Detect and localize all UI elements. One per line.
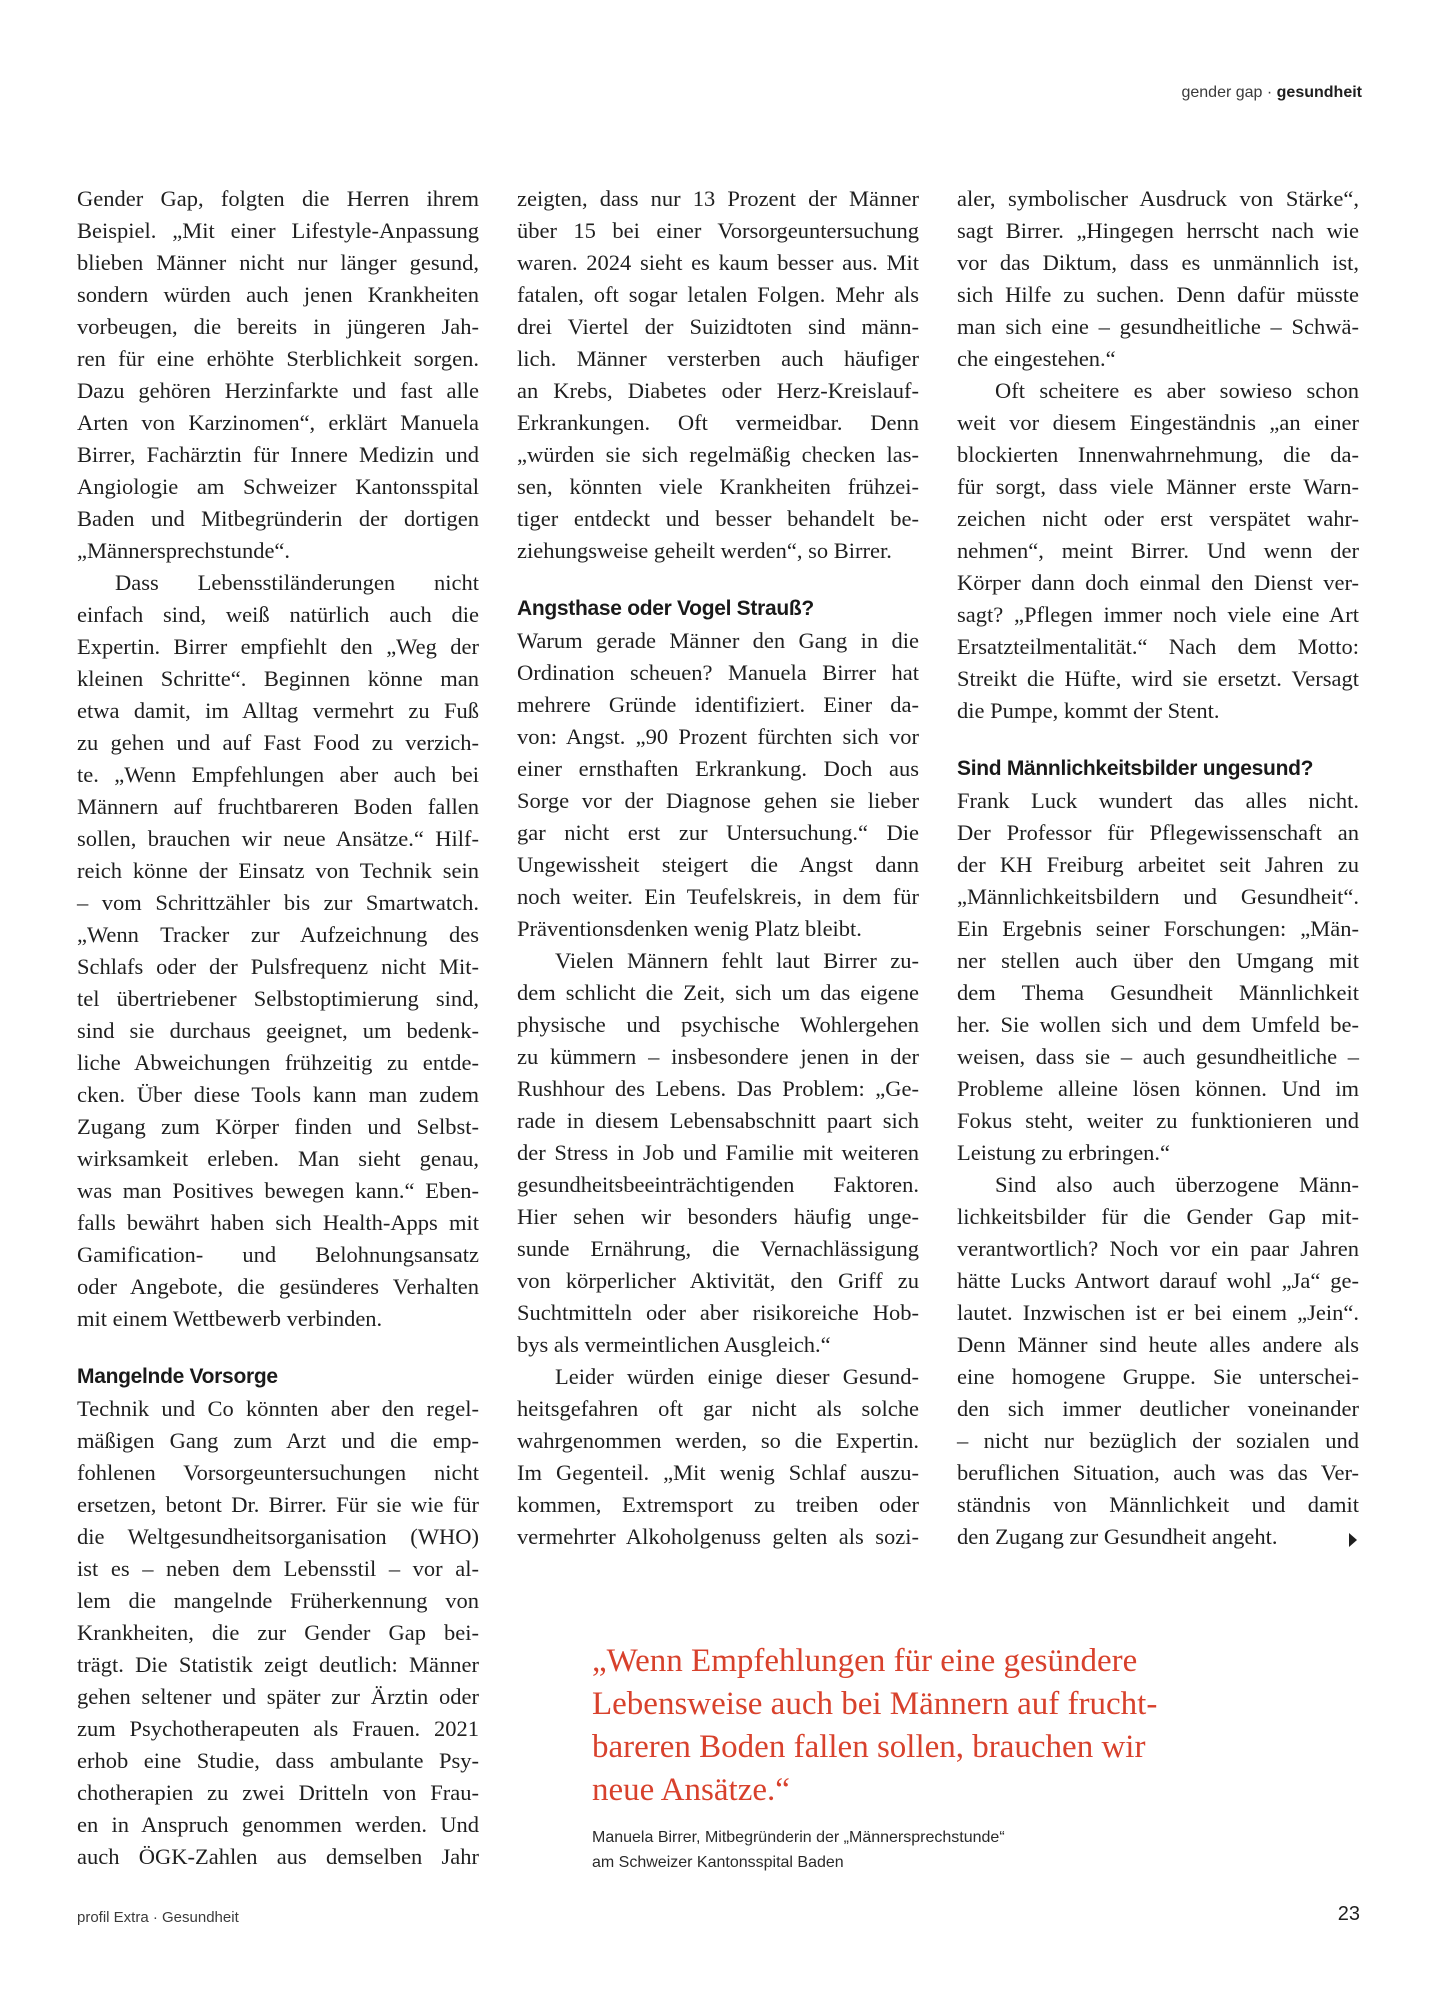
text-line: trägt. Die Statistik zeigt deutlich: Männer <box>77 1652 479 1677</box>
text-line: Technik und Co könnten aber den regel- <box>77 1396 479 1421</box>
article-column-1 <box>77 183 479 1873</box>
paragraph <box>77 1393 479 1873</box>
pull-quote <box>592 1640 1292 1812</box>
paragraph <box>957 183 1359 375</box>
text-line: von körperlicher Aktivität, den Griff zu <box>517 1268 919 1293</box>
text-line: was man Positives bewegen kann.“ Eben- <box>77 1178 479 1203</box>
text-line: wirksamkeit erleben. Man sieht genau, <box>77 1146 479 1171</box>
text-line: Oft scheitere es aber sowieso schon <box>995 378 1359 403</box>
pull-quote-source-line: am Schweizer Kantonsspital Baden <box>592 1854 844 1871</box>
paragraph <box>517 625 919 945</box>
text-line: hätte Lucks Antwort darauf wohl „Ja“ ge- <box>957 1268 1359 1293</box>
text-line: „Männlichkeitsbildern und Gesundheit“. <box>957 884 1359 909</box>
text-line: sen, könnten viele Krankheiten frühzei- <box>517 474 919 499</box>
text-line: sollen, brauchen wir neue Ansätze.“ Hilf- <box>77 826 479 851</box>
text-line: einer ernsthaften Erkrankung. Doch aus <box>517 756 919 781</box>
text-line: gehen seltener und später zur Ärztin oder <box>77 1684 479 1709</box>
text-line: te. „Wenn Empfehlungen aber auch bei <box>77 762 479 787</box>
text-line: Expertin. Birrer empfiehlt den „Weg der <box>77 634 479 659</box>
text-line: zeichen nicht oder erst verspätet wahr- <box>957 506 1359 531</box>
text-line: nehmen“, meint Birrer. Und wenn der <box>957 538 1359 563</box>
text-line: reich könne der Einsatz von Technik sein <box>77 858 479 883</box>
text-line: den sich immer deutlicher voneinander <box>957 1396 1359 1421</box>
text-line: dem Thema Gesundheit Männlichkeit <box>957 980 1359 1005</box>
pull-quote-line: bareren Boden fallen sollen, brauchen wir <box>592 1729 1146 1765</box>
footer-publication: profil Extra · Gesundheit <box>77 1909 239 1926</box>
text-line: zum Psychotherapeuten als Frauen. 2021 <box>77 1716 479 1741</box>
text-line: verantwortlich? Noch vor ein paar Jahren <box>957 1236 1359 1261</box>
text-line: „würden sie sich regelmäßig checken las- <box>517 442 919 467</box>
text-line: ist es – neben dem Lebensstil – vor al- <box>77 1556 479 1581</box>
text-line: etwa damit, im Alltag vermehrt zu Fuß <box>77 698 479 723</box>
text-line: ren für eine erhöhte Sterblichkeit sorgen. <box>77 346 479 371</box>
text-line: Schlafs oder der Pulsfrequenz nicht Mit- <box>77 954 479 979</box>
text-line: fohlenen Vorsorgeuntersuchungen nicht <box>77 1460 479 1485</box>
text-line: Angiologie am Schweizer Kantonsspital <box>77 474 479 499</box>
text-line: Gender Gap, folgten die Herren ihrem <box>77 186 479 211</box>
text-line: Männern auf fruchtbareren Boden fallen <box>77 794 479 819</box>
text-line: weit vor diesem Eingeständnis „an einer <box>957 410 1359 435</box>
text-line: zu kümmern – insbesondere jenen in der <box>517 1044 919 1069</box>
text-line: Vielen Männern fehlt laut Birrer zu- <box>555 948 919 973</box>
text-line: chotherapien zu zwei Dritteln von Frau- <box>77 1780 479 1805</box>
text-line: gesundheitsbeeinträchtigenden Faktoren. <box>517 1172 919 1197</box>
header-separator: · <box>1262 84 1277 101</box>
text-line: rade in diesem Lebensabschnitt paart sich <box>517 1108 919 1133</box>
text-line: Denn Männer sind heute alles andere als <box>957 1332 1359 1357</box>
header-section: gender gap <box>1181 84 1263 101</box>
text-line: dem schlicht die Zeit, sich um das eigene <box>517 980 919 1005</box>
text-line: ersetzen, betont Dr. Birrer. Für sie wie für <box>77 1492 479 1517</box>
running-header <box>1100 84 1362 102</box>
pull-quote-line: „Wenn Empfehlungen für eine gesündere <box>592 1643 1138 1679</box>
text-line: sunde Ernährung, die Vernachlässigung <box>517 1236 919 1261</box>
text-line: über 15 bei einer Vorsorgeuntersuchung <box>517 218 919 243</box>
text-line: lem die mangelnde Früherkennung von <box>77 1588 479 1613</box>
text-line: Rushhour des Lebens. Das Problem: „Ge- <box>517 1076 919 1101</box>
text-line: einfach sind, weiß natürlich auch die <box>77 602 479 627</box>
section-heading: Angsthase oder Vogel Strauß? <box>517 597 814 620</box>
text-line: die Weltgesundheitsorganisation (WHO) <box>77 1524 479 1549</box>
section-gap <box>77 1335 479 1361</box>
text-line: Hier sehen wir besonders häufig unge- <box>517 1204 919 1229</box>
text-line: zeigten, dass nur 13 Prozent der Männer <box>517 186 919 211</box>
text-line: drei Viertel der Suizidtoten sind männ- <box>517 314 919 339</box>
continue-arrow-icon <box>1349 1533 1357 1547</box>
text-line: her. Sie wollen sich und dem Umfeld be- <box>957 1012 1359 1037</box>
text-line: Gamification- und Belohnungsansatz <box>77 1242 479 1267</box>
article-column-3 <box>957 183 1359 1553</box>
text-line: eine homogene Gruppe. Sie unterschei- <box>957 1364 1359 1389</box>
page-number: 23 <box>1337 1903 1360 1925</box>
pull-quote-line: neue Ansätze.“ <box>592 1772 790 1808</box>
text-line: die Pumpe, kommt der Stent. <box>957 698 1220 723</box>
text-line: fatalen, oft sogar letalen Folgen. Mehr als <box>517 282 919 307</box>
text-line: Beispiel. „Mit einer Lifestyle-Anpassung <box>77 218 479 243</box>
text-line: cken. Über diese Tools kann man zudem <box>77 1082 479 1107</box>
text-line: – vom Schrittzähler bis zur Smartwatch. <box>77 890 479 915</box>
text-line: wahrgenommen werden, so die Expertin. <box>517 1428 919 1453</box>
text-line: sich Hilfe zu suchen. Denn dafür müsste <box>957 282 1359 307</box>
text-line: aler, symbolischer Ausdruck von Stärke“, <box>957 186 1359 211</box>
text-line: „Männersprechstunde“. <box>77 538 291 563</box>
text-line: Arten von Karzinomen“, erklärt Manuela <box>77 410 479 435</box>
text-line: Ein Ergebnis seiner Forschungen: „Män- <box>957 916 1359 941</box>
text-line: Erkrankungen. Oft vermeidbar. Denn <box>517 410 919 435</box>
text-line: sind sie durchaus geeignet, um bedenk- <box>77 1018 479 1043</box>
text-line: Suchtmitteln oder aber risikoreiche Hob- <box>517 1300 919 1325</box>
text-line: den Zugang zur Gesundheit angeht. <box>957 1524 1278 1549</box>
text-line: vorbeugen, die bereits in jüngeren Jah- <box>77 314 479 339</box>
paragraph <box>517 945 919 1361</box>
section-gap <box>957 727 1359 753</box>
text-line: Dass Lebensstiländerungen nicht <box>115 570 479 595</box>
text-line: Fokus steht, weiter zu funktionieren und <box>957 1108 1359 1133</box>
text-line: lichkeitsbilder für die Gender Gap mit- <box>957 1204 1359 1229</box>
paragraph <box>517 183 919 567</box>
pull-quote-source <box>592 1825 1292 1875</box>
text-line: blockierten Innenwahrnehmung, die da- <box>957 442 1359 467</box>
paragraph <box>77 567 479 1335</box>
text-line: der Stress in Job und Familie mit weiteren <box>517 1140 919 1165</box>
text-line: mit einem Wettbewerb verbinden. <box>77 1306 383 1331</box>
text-line: Sind also auch überzogene Männ- <box>995 1172 1359 1197</box>
text-line: Sorge vor der Diagnose gehen sie lieber <box>517 788 919 813</box>
text-line: der KH Freiburg arbeitet seit Jahren zu <box>957 852 1359 877</box>
text-line: ziehungsweise geheilt werden“, so Birrer. <box>517 538 892 563</box>
text-line: Körper dann doch einmal den Dienst ver- <box>957 570 1359 595</box>
text-line: Streikt die Hüfte, wird sie ersetzt. Versagt <box>957 666 1359 691</box>
text-line: che eingestehen.“ <box>957 346 1116 371</box>
text-line: Frank Luck wundert das alles nicht. <box>957 788 1359 813</box>
text-line: lich. Männer versterben auch häufiger <box>517 346 919 371</box>
text-line: Präventionsdenken wenig Platz bleibt. <box>517 916 862 941</box>
paragraph <box>77 183 479 567</box>
text-line: Im Gegenteil. „Mit wenig Schlaf auszu- <box>517 1460 919 1485</box>
paragraph <box>517 1361 919 1553</box>
text-line: von: Angst. „90 Prozent fürchten sich vor <box>517 724 919 749</box>
text-line: Leistung zu erbringen.“ <box>957 1140 1171 1165</box>
text-line: sondern würden auch jenen Krankheiten <box>77 282 479 307</box>
text-line: man sich eine – gesundheitliche – Schwä- <box>957 314 1359 339</box>
paragraph <box>957 375 1359 727</box>
text-line: noch weiter. Ein Teufelskreis, in dem für <box>517 884 919 909</box>
text-line: kommen, Extremsport zu treiben oder <box>517 1492 919 1517</box>
text-line: an Krebs, Diabetes oder Herz-Kreislauf- <box>517 378 919 403</box>
text-line: tel übertriebener Selbstoptimierung sind, <box>77 986 479 1011</box>
text-line: oder Angebote, die gesünderes Verhalten <box>77 1274 479 1299</box>
text-line: physische und psychische Wohlergehen <box>517 1012 919 1037</box>
text-line: heitsgefahren oft gar nicht als solche <box>517 1396 919 1421</box>
paragraph <box>957 785 1359 1169</box>
text-line: Der Professor für Pflegewissenschaft an <box>957 820 1359 845</box>
text-line: kleinen Schritte“. Beginnen könne man <box>77 666 479 691</box>
section-heading: Mangelnde Vorsorge <box>77 1365 278 1388</box>
text-line: ner stellen auch über den Umgang mit <box>957 948 1359 973</box>
text-line: auch ÖGK-Zahlen aus demselben Jahr <box>77 1844 479 1869</box>
text-line: Warum gerade Männer den Gang in die <box>517 628 919 653</box>
section-heading: Sind Männlichkeitsbilder ungesund? <box>957 757 1314 780</box>
text-line: tiger entdeckt und besser behandelt be- <box>517 506 919 531</box>
text-line: für sorgt, dass viele Männer erste Warn- <box>957 474 1359 499</box>
text-line: lautet. Inzwischen ist er bei einem „Jein“. <box>957 1300 1359 1325</box>
text-line: Ordination scheuen? Manuela Birrer hat <box>517 660 919 685</box>
text-line: Zugang zum Körper finden und Selbst- <box>77 1114 479 1139</box>
pull-quote-source-line: Manuela Birrer, Mitbegründerin der „Männersprechstunde“ <box>592 1829 1005 1846</box>
text-line: sagt? „Pflegen immer noch viele eine Art <box>957 602 1359 627</box>
text-line: liche Abweichungen frühzeitig zu entde- <box>77 1050 479 1075</box>
text-line: Ungewissheit steigert die Angst dann <box>517 852 919 877</box>
text-line: Krankheiten, die zur Gender Gap bei- <box>77 1620 479 1645</box>
pull-quote-line: Lebensweise auch bei Männern auf frucht- <box>592 1686 1158 1722</box>
text-line: Baden und Mitbegründerin der dortigen <box>77 506 479 531</box>
text-line: Dazu gehören Herzinfarkte und fast alle <box>77 378 479 403</box>
section-gap <box>517 567 919 593</box>
text-line: bys als vermeintlichen Ausgleich.“ <box>517 1332 831 1357</box>
text-line: sagt Birrer. „Hingegen herrscht nach wie <box>957 218 1359 243</box>
text-line: blieben Männer nicht nur länger gesund, <box>77 250 479 275</box>
text-line: vermehrter Alkoholgenuss gelten als sozi- <box>517 1524 919 1549</box>
text-line: waren. 2024 sieht es kaum besser aus. Mit <box>517 250 919 275</box>
text-line: vor das Diktum, dass es unmännlich ist, <box>957 250 1359 275</box>
text-line: gar nicht erst zur Untersuchung.“ Die <box>517 820 919 845</box>
text-line: mehrere Gründe identifiziert. Einer da- <box>517 692 919 717</box>
text-line: Birrer, Fachärztin für Innere Medizin und <box>77 442 479 467</box>
text-line: „Wenn Tracker zur Aufzeichnung des <box>77 922 479 947</box>
text-line: Ersatzteilmentalität.“ Nach dem Motto: <box>957 634 1359 659</box>
text-line: ständnis von Männlichkeit und damit <box>957 1492 1359 1517</box>
text-line: Leider würden einige dieser Gesund- <box>555 1364 919 1389</box>
text-line: en in Anspruch genommen werden. Und <box>77 1812 479 1837</box>
text-line: erhob eine Studie, dass ambulante Psy- <box>77 1748 479 1773</box>
text-line: falls bewährt haben sich Health-Apps mit <box>77 1210 479 1235</box>
header-category: gesundheit <box>1276 84 1362 101</box>
paragraph <box>957 1169 1359 1553</box>
text-line: – nicht nur bezüglich der sozialen und <box>957 1428 1359 1453</box>
text-line: mäßigen Gang zum Arzt und die emp- <box>77 1428 479 1453</box>
text-line: weisen, dass sie – auch gesundheitliche – <box>957 1044 1359 1069</box>
article-column-2 <box>517 183 919 1553</box>
text-line: zu gehen und auf Fast Food zu verzich- <box>77 730 479 755</box>
text-line: beruflichen Situation, auch was das Ver- <box>957 1460 1359 1485</box>
text-line: Probleme alleine lösen können. Und im <box>957 1076 1359 1101</box>
